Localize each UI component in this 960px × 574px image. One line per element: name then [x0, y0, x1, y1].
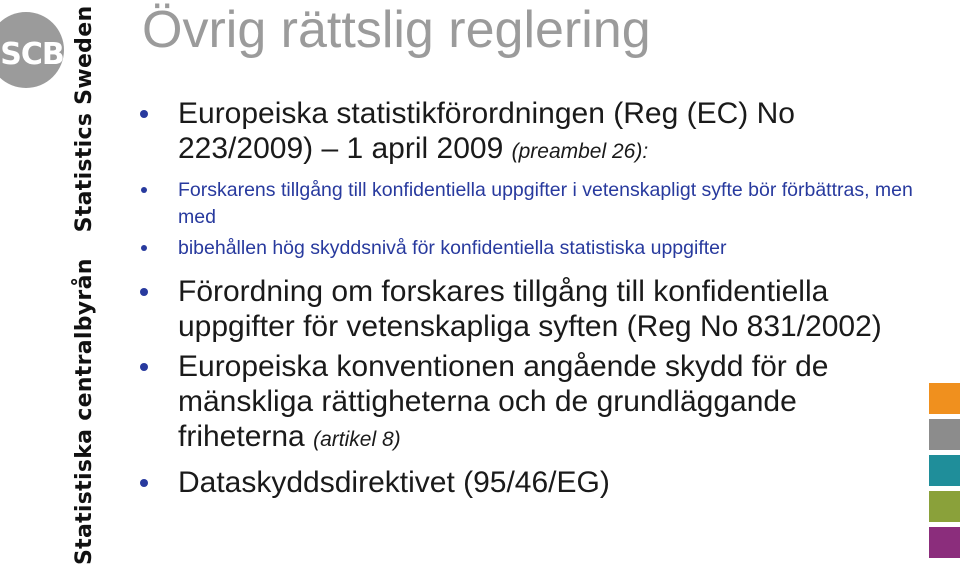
org-name-swedish: Statistiska centralbyrån — [72, 258, 97, 565]
bullet-text: Europeiska konventionen angående skydd för de mänskliga rättigheterna och de grundläggande friheterna — [178, 350, 829, 453]
bullet-dot — [140, 110, 148, 118]
bullet-dot — [141, 245, 147, 251]
bullet-note: (artikel 8) — [313, 428, 401, 451]
accent-square-green — [929, 491, 960, 522]
bullet-dot — [141, 187, 147, 193]
org-name-english: Statistics Sweden — [72, 5, 97, 233]
bullet-list — [140, 96, 930, 500]
accent-square-teal — [929, 455, 960, 486]
bullet-text: bibehållen hög skyddsnivå för konfidentiella statistiska uppgifter — [178, 237, 727, 259]
bullet-text: Europeiska statistikförordningen (Reg (EC) No 223/2009) – 1 april 2009 — [178, 97, 795, 165]
bullet-text: Forskarens tillgång till konfidentiella uppgifter i vetenskapligt syfte bör förbättras, men med — [178, 179, 913, 228]
bullet-dot — [140, 288, 148, 296]
bullet-item — [140, 96, 930, 169]
sub-bullet-item — [140, 235, 930, 262]
svg-text:SCB: SCB — [0, 37, 64, 72]
bullet-dot — [140, 479, 148, 487]
organization-name-vertical — [72, 6, 97, 565]
bullet-note: (preambel 26): — [511, 140, 649, 163]
bullet-item — [140, 349, 930, 457]
slide-title: Övrig rättslig reglering — [142, 1, 651, 59]
accent-square-orange — [929, 383, 960, 414]
accent-square-gray — [929, 419, 960, 450]
bullet-item — [140, 274, 930, 344]
accent-square-purple — [929, 527, 960, 558]
bullet-text: Dataskyddsdirektivet (95/46/EG) — [178, 466, 610, 499]
sub-bullet-item — [140, 177, 930, 231]
bullet-text: Förordning om forskares tillgång till konfidentiella uppgifter för vetenskapliga syften (Reg No 831/2002) — [178, 275, 882, 343]
scb-logo — [0, 8, 74, 92]
bullet-item — [140, 465, 930, 500]
bullet-dot — [140, 363, 148, 371]
accent-squares — [929, 383, 960, 563]
